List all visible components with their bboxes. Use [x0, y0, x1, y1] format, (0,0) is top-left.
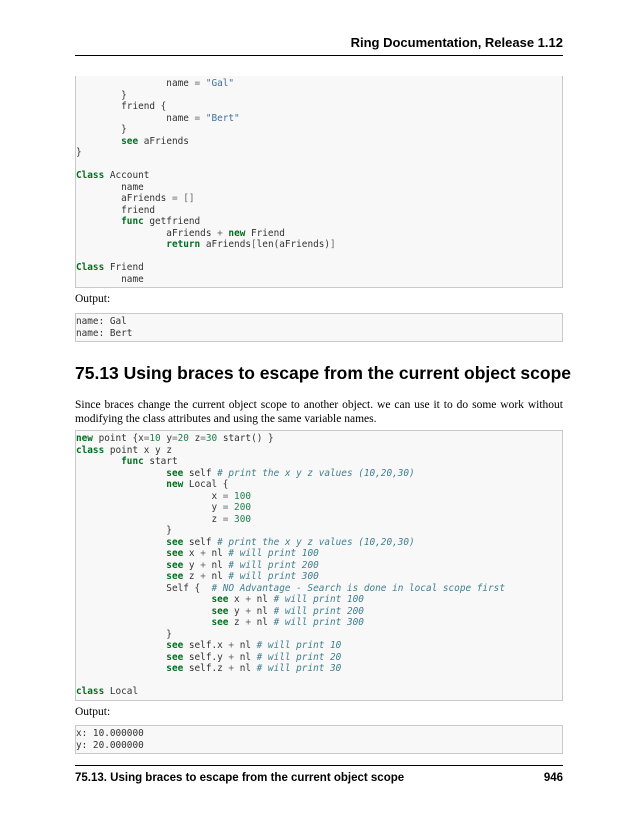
header-rule	[75, 55, 563, 56]
code-line: }	[76, 628, 172, 640]
output-label: Output:	[75, 706, 111, 718]
code-line: name = "Gal"	[76, 78, 235, 89]
code-line: Self { # NO Advantage - Search is done in local scope first	[76, 582, 505, 594]
output-label: Output:	[75, 293, 111, 305]
code-line: aFriends + new Friend	[76, 227, 285, 239]
page-number: 946	[543, 772, 563, 784]
code-line: see z + nl # will print 300	[76, 617, 364, 628]
section-paragraph: Since braces change the current object scope to another object. we can use it to do some work without modifying the class attributes and using the same variable names.	[75, 399, 563, 425]
code-line: func getfriend	[76, 216, 201, 227]
code-line: new Local {	[76, 479, 229, 490]
code-line: name	[76, 181, 144, 193]
code-line: y: 20.000000	[76, 739, 144, 751]
code-line: Class Account	[76, 170, 150, 181]
footer-section-title: 75.13. Using braces to escape from the current object scope	[75, 772, 405, 784]
code-line: func start	[76, 456, 178, 467]
code-line: friend {	[76, 101, 167, 112]
code-line: new point {x=10 y=20 z=30 start() }	[76, 433, 274, 444]
section-heading: 75.13 Using braces to escape from the current object scope	[75, 363, 572, 383]
code-line: see self.z + nl # will print 30	[76, 663, 342, 674]
code-line: see x + nl # will print 100	[76, 548, 319, 559]
code-line: see self.y + nl # will print 20	[76, 651, 342, 663]
code-block-braces-example	[75, 430, 563, 701]
output-block	[75, 725, 563, 754]
code-line: name = "Bert"	[76, 112, 240, 124]
code-line: }	[76, 89, 127, 101]
code-line: see z + nl # will print 300	[76, 571, 319, 582]
running-header-title: Ring Documentation, Release 1.12	[350, 35, 563, 50]
code-line: see aFriends	[76, 135, 189, 147]
code-line: }	[76, 147, 82, 158]
code-line: see y + nl # will print 200	[76, 605, 364, 617]
code-line: class point x y z	[76, 444, 172, 456]
code-line: z = 300	[76, 513, 251, 525]
code-line: friend	[76, 204, 156, 216]
code-line: Class Friend	[76, 262, 144, 273]
code-block-continued	[75, 76, 563, 288]
code-line: name: Bert	[76, 327, 133, 339]
code-line: see self # print the x y z values (10,20,30)	[76, 467, 415, 479]
code-line: name	[76, 273, 144, 285]
code-line: return aFriends[len(aFriends)]	[76, 239, 336, 250]
code-line	[76, 251, 562, 263]
code-line: see x + nl # will print 100	[76, 594, 364, 605]
code-line	[76, 159, 562, 171]
code-line: see self.x + nl # will print 10	[76, 640, 342, 651]
code-line: }	[76, 124, 127, 135]
code-line: class Local	[76, 686, 139, 697]
code-line: see self # print the x y z values (10,20,30)	[76, 536, 415, 548]
code-line	[76, 675, 562, 687]
code-line: name: Gal	[76, 316, 127, 327]
code-line: y = 200	[76, 502, 251, 513]
code-line: aFriends = []	[76, 193, 195, 204]
footer-rule	[75, 765, 563, 766]
output-block	[75, 313, 563, 342]
code-line: see y + nl # will print 200	[76, 559, 319, 571]
code-line: }	[76, 525, 172, 536]
code-line: x: 10.000000	[76, 728, 144, 739]
code-line: x = 100	[76, 490, 251, 502]
